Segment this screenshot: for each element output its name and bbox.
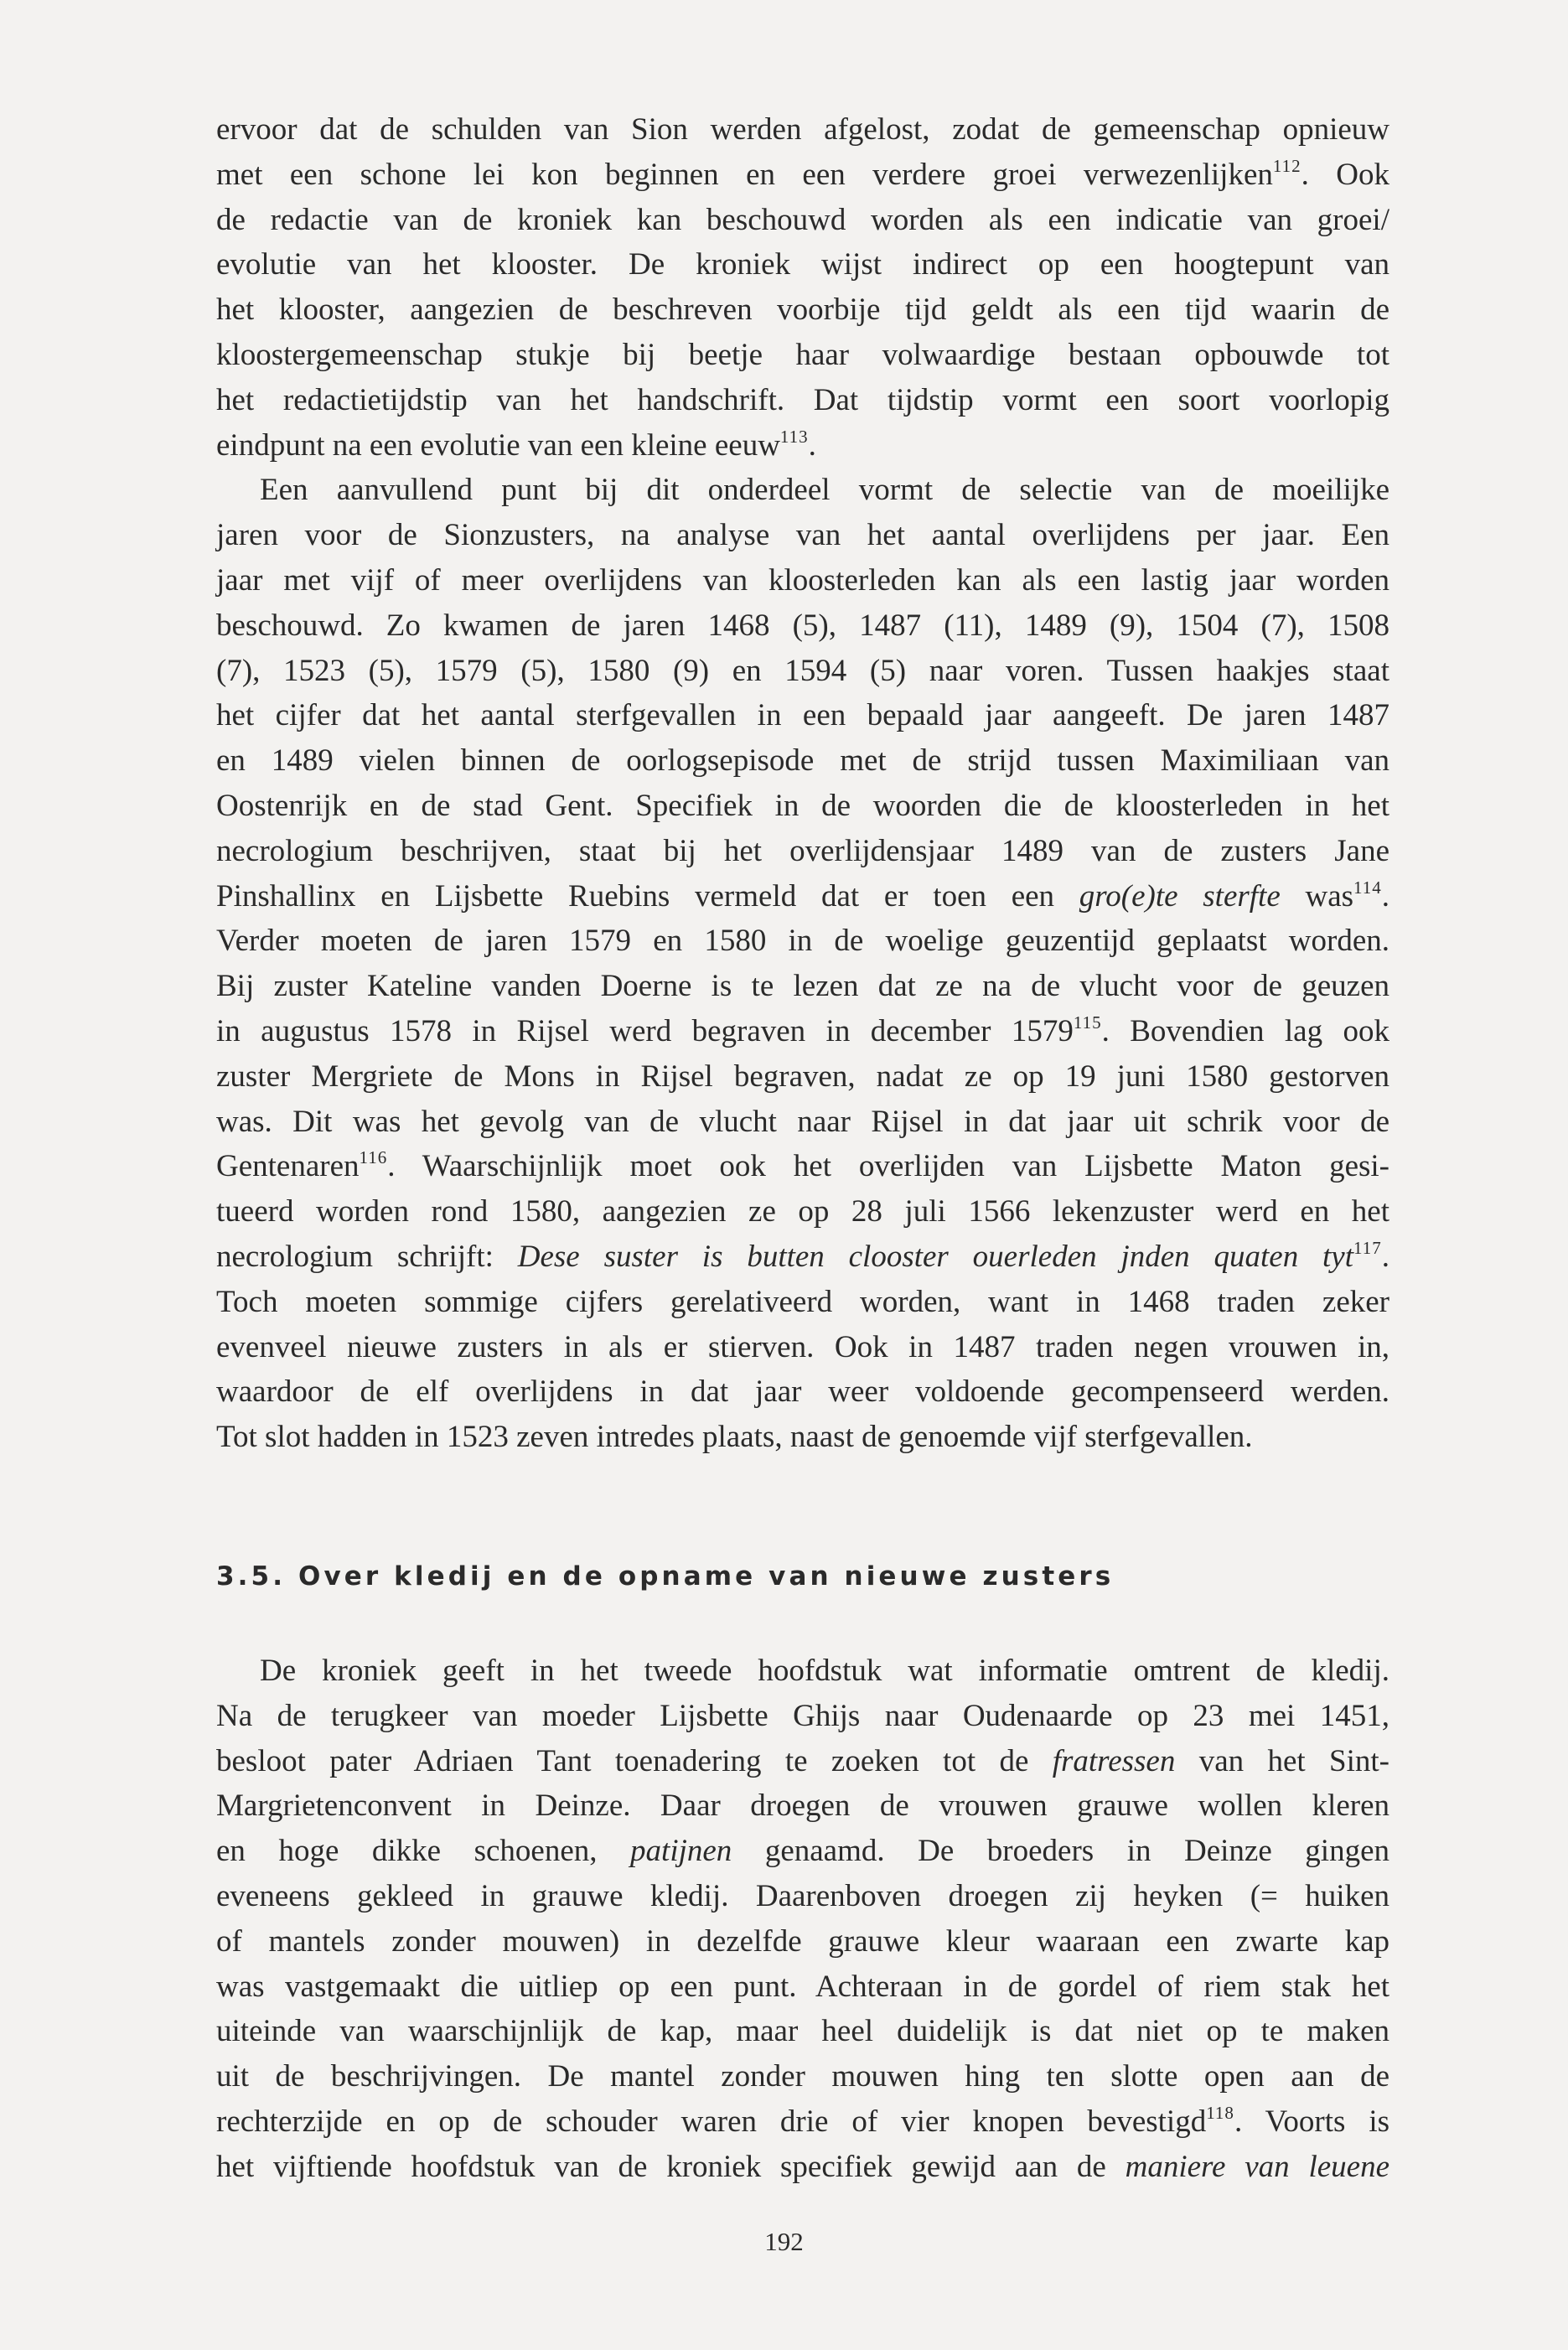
line: necrologium beschrijven, staat bij het overlijdensjaar 1489 van de zusters Jane	[216, 833, 1389, 868]
line: het cijfer dat het aantal sterfgevallen in een bepaald jaar aangeeft. De jaren 1487	[216, 698, 1389, 733]
line: en 1489 vielen binnen de oorlogsepisode met de strijd tussen Maximiliaan van	[216, 743, 1389, 779]
body-text-bottom	[216, 1649, 1389, 2190]
line: uiteinde van waarschijnlijk de kap, maar heel duidelijk is dat niet op te maken	[216, 2014, 1389, 2049]
line: kloostergemeenschap stukje bij beetje haar volwaardige bestaan opbouwde tot	[216, 337, 1389, 372]
line: De kroniek geeft in het tweede hoofdstuk wat informatie omtrent de kledij.	[260, 1654, 1389, 1688]
line: Bij zuster Kateline vanden Doerne is te lezen dat ze na de vlucht voor de geuzen	[216, 969, 1389, 1004]
line: Pinshallinx en Lijsbette Ruebins vermeld dat er toen een gro(e)te sterfte was$^{114}$.	[216, 877, 1389, 914]
line: met een schone lei kon beginnen en een verdere groei verwezenlijken$^{112}$. Ook	[216, 155, 1389, 192]
footnote-ref[interactable]: 117	[1353, 1237, 1382, 1258]
line: beschouwd. Zo kwamen de jaren 1468 (5), 1487 (11), 1489 (9), 1504 (7), 1508	[216, 608, 1389, 643]
footnote-ref[interactable]: 114	[1353, 877, 1382, 898]
line: (7), 1523 (5), 1579 (5), 1580 (9) en 1594 (5) naar voren. Tussen haakjes staat	[216, 653, 1389, 688]
line: evolutie van het klooster. De kroniek wijst indirect op een hoogtepunt van	[216, 247, 1389, 282]
footnote-ref[interactable]: 115	[1073, 1012, 1102, 1033]
footnote-ref[interactable]: 112	[1272, 155, 1301, 176]
line: Na de terugkeer van moeder Lijsbette Ghijs naar Oudenaarde op 23 mei 1451,	[216, 1698, 1389, 1733]
line: het klooster, aangezien de beschreven voorbije tijd geldt als een tijd waarin de	[216, 292, 1389, 328]
line: in augustus 1578 in Rijsel werd begraven in december 1579$^{115}$. Bovendien lag ook	[216, 1012, 1389, 1048]
body-text-top	[216, 107, 1389, 1460]
line: Een aanvullend punt bij dit onderdeel vormt de selectie van de moeilijke	[260, 473, 1389, 508]
line: evenveel nieuwe zusters in als er stierven. Ook in 1487 traden negen vrouwen in,	[216, 1329, 1389, 1364]
line: uit de beschrijvingen. De mantel zonder mouwen hing ten slotte open aan de	[216, 2059, 1389, 2094]
section-heading: 3.5. Over kledij en de opname van nieuwe zusters	[216, 1561, 1115, 1592]
line: zuster Mergriete de Mons in Rijsel begraven, nadat ze op 19 juni 1580 gestorven	[216, 1059, 1389, 1094]
line: of mantels zonder mouwen) in dezelfde grauwe kleur waaraan een zwarte kap	[216, 1923, 1389, 1959]
line: besloot pater Adriaen Tant toenadering te zoeken tot de fratressen van het Sint-	[216, 1743, 1389, 1778]
line: Tot slot hadden in 1523 zeven intredes plaats, naast de genoemde vijf sterfgevallen.	[216, 1420, 1253, 1455]
line: het redactietijdstip van het handschrift. Dat tijdstip vormt een soort voorlopig	[216, 382, 1389, 417]
line: rechterzijde en op de schouder waren drie of vier knopen bevestigd$^{118}$. Voorts is	[216, 2102, 1389, 2139]
line: Margrietenconvent in Deinze. Daar droegen de vrouwen grauwe wollen kleren	[216, 1788, 1389, 1824]
footnote-ref[interactable]: 118	[1206, 2102, 1234, 2123]
line: eindpunt na een evolutie van een kleine eeuw$^{113}$.	[216, 426, 816, 463]
line: necrologium schrijft: Dese suster is butten clooster ouerleden jnden quaten tyt$^{117}$.	[216, 1237, 1389, 1274]
line: en hoge dikke schoenen, patijnen genaamd. De broeders in Deinze gingen	[216, 1834, 1389, 1869]
line: Verder moeten de jaren 1579 en 1580 in de woelige geuzentijd geplaatst worden.	[216, 924, 1389, 959]
line: Oostenrijk en de stad Gent. Specifiek in de woorden die de kloosterleden in het	[216, 788, 1389, 823]
line: het vijftiende hoofdstuk van de kroniek specifiek gewijd aan de maniere van leuene	[216, 2149, 1389, 2184]
footnote-ref[interactable]: 116	[359, 1147, 388, 1168]
line: eveneens gekleed in grauwe kledij. Daarenboven droegen zij heyken (= huiken	[216, 1878, 1389, 1913]
line: tueerd worden rond 1580, aangezien ze op 28 juli 1566 lekenzuster werd en het	[216, 1194, 1389, 1229]
line: waardoor de elf overlijdens in dat jaar weer voldoende gecompenseerd werden.	[216, 1374, 1389, 1410]
line: de redactie van de kroniek kan beschouwd worden als een indicatie van groei/	[216, 202, 1389, 237]
line: was. Dit was het gevolg van de vlucht naar Rijsel in dat jaar uit schrik voor de	[216, 1104, 1389, 1139]
line: was vastgemaakt die uitliep op een punt. Achteraan in de gordel of riem stak het	[216, 1969, 1389, 2004]
page-number: 192	[764, 2227, 804, 2256]
line: ervoor dat de schulden van Sion werden afgelost, zodat de gemeenschap opnieuw	[216, 112, 1389, 147]
line: Toch moeten sommige cijfers gerelativeerd worden, want in 1468 traden zeker	[216, 1284, 1389, 1319]
line: Gentenaren$^{116}$. Waarschijnlijk moet ook het overlijden van Lijsbette Maton gesi-	[216, 1147, 1389, 1184]
line: jaren voor de Sionzusters, na analyse van het aantal overlijdens per jaar. Een	[216, 518, 1389, 553]
footnote-ref[interactable]: 113	[779, 426, 809, 447]
line: jaar met vijf of meer overlijdens van kloosterleden kan als een lastig jaar worden	[216, 562, 1389, 598]
